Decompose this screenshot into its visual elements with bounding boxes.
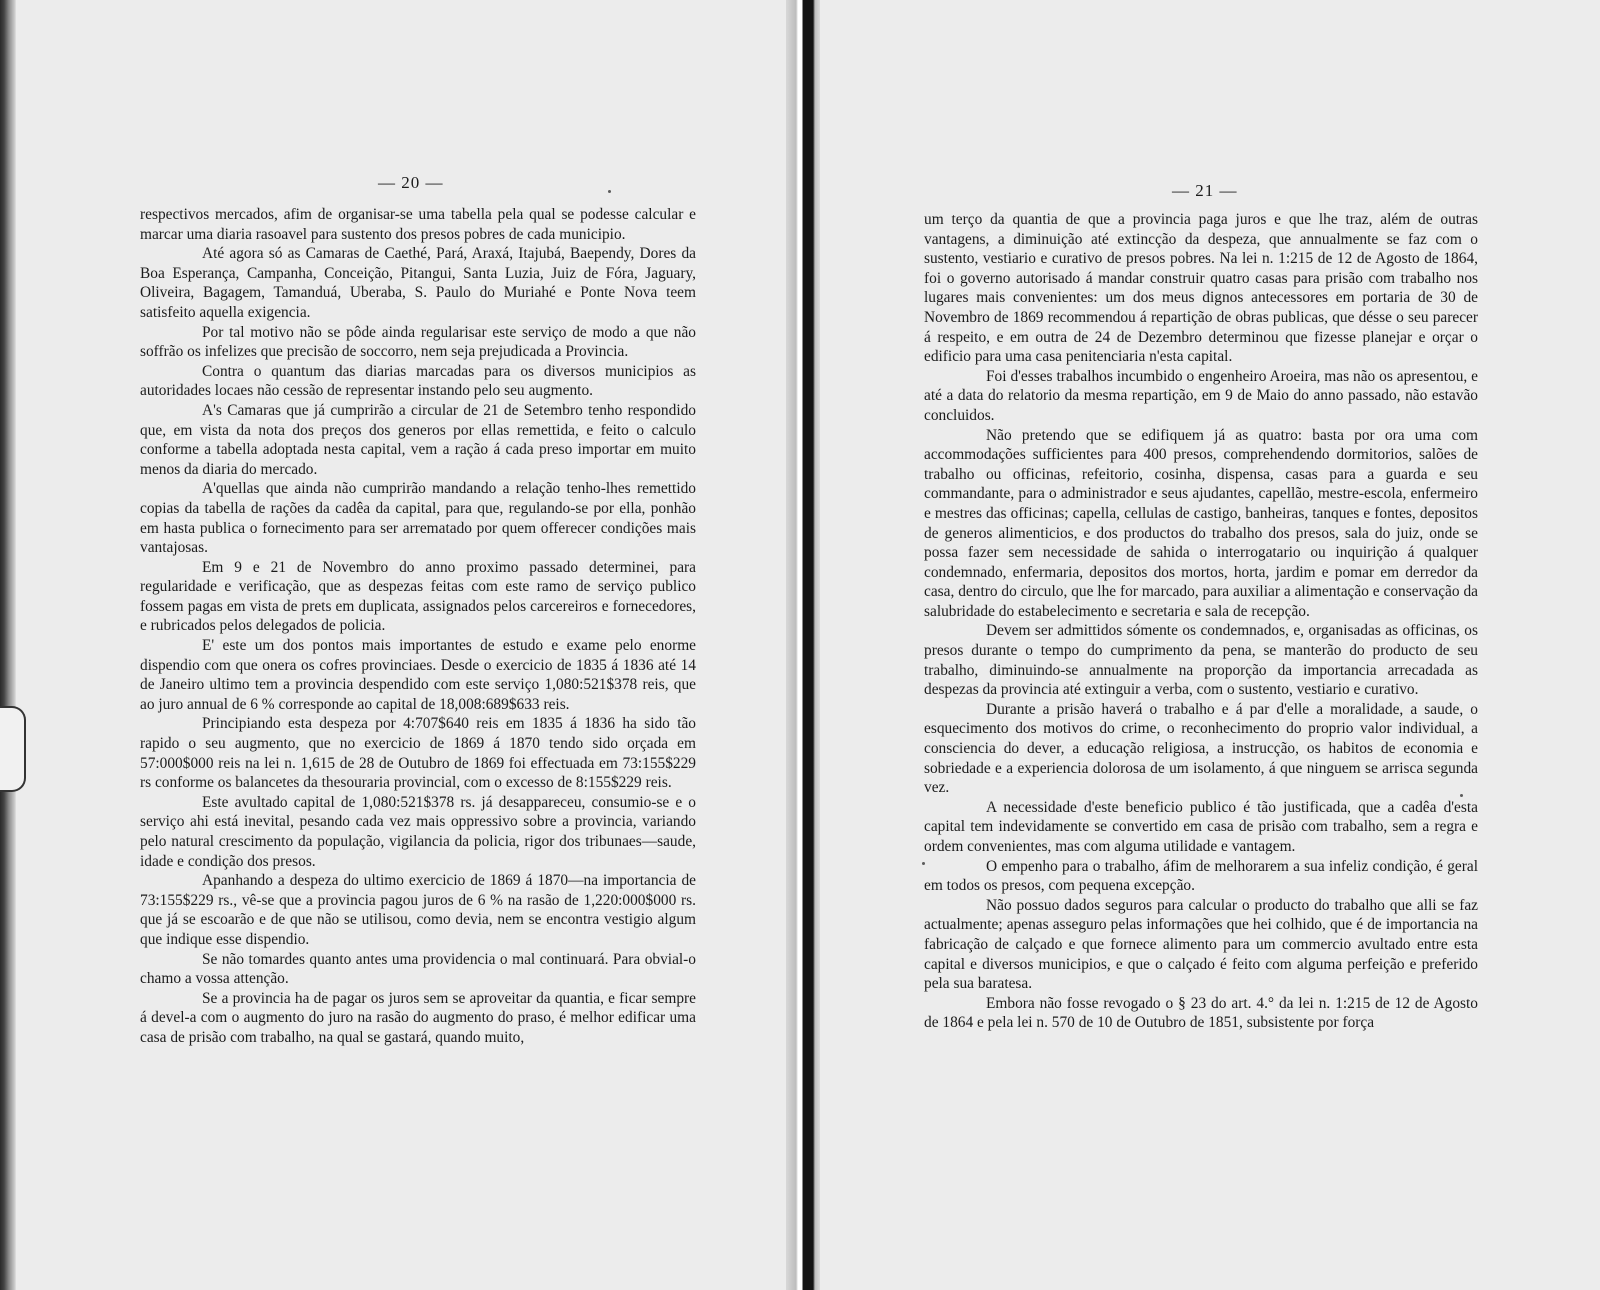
- right-paragraph-9: Embora não fosse revogado o § 23 do art. 4.° da lei n. 1:215 de 12 de Agosto de 1864 e pela lei n. 570 de 10 de Outubro de 1851, subsistente por força: [924, 994, 1478, 1032]
- right-paragraph-7: O empenho para o trabalho, áfim de melhorarem a sua infeliz condição, é geral em todos os presos, com pequena excepção.: [924, 857, 1478, 895]
- left-paragraph-10: Este avultado capital de 1,080:521$378 rs. já desappareceu, consumio-se e o serviço ahi está inevital, pesando cada vez mais oppressivo sobre a provincia, variando pelo natural crescimento da população, vigilancia da policia, rigor dos tribunaes—saude, idade e condição dos presos.: [140, 793, 696, 870]
- right-paragraph-1: um terço da quantia de que a provincia paga juros e que lhe traz, além de outras vantagens, a diminuição até extincção da despeza, que annualmente se faz com o sustento, vestiario e curativo de presos pobres. Na lei n. 1:215 de 12 de Agosto de 1864, foi o governo autorisado á mandar construir quatro casas para prisão com trabalho nos lugares mais convenientes: um dos meus dignos antecessores em portaria de 30 de Novembro de 1869 recommendou á repartição de obras publicas, que désse o seu parecer á respeito, e em outra de 24 de Dezembro determinou que fizesse planejar e orçar o edificio para uma casa penitenciaria n'esta capital.: [924, 211, 1478, 366]
- left-paragraph-1: respectivos mercados, afim de organisar-se uma tabella pela qual se podesse calcular e marcar uma diaria rasoavel para sustento dos presos pobres de cada municipio.: [140, 206, 696, 243]
- right-paragraph-4: Devem ser admittidos sómente os condemnados, e, organisadas as officinas, os presos durante o tempo do cumprimento da pena, se manterão do producto de seu trabalho, diminuindo-se annualmente na proporção da importancia arrecadada as despezas da provincia até extinguir a verba, com o sustento, vestiario e curativo.: [924, 622, 1478, 699]
- left-page: [16, 0, 786, 1290]
- ink-speck: [1460, 794, 1463, 797]
- right-paragraph-5: Durante a prisão haverá o trabalho e á par d'elle a moralidade, a saude, o esquecimento dos motivos do crime, o reconhecimento do proprio valor individual, a consciencia do dever, a educação religiosa, a instrucção, os habitos de economia e sobriedade e a experiencia dolorosa de um isolamento, á que ninguem se arrisca segunda vez.: [924, 700, 1478, 797]
- right-paragraph-8: Não possuo dados seguros para calcular o producto do trabalho que alli se faz actualmente; apenas asseguro pelas informações que hei colhido, que é de importancia na fabricação de calçado e que fornece alimento para um commercio avultado entre esta capital e diversos municipios, e que o calçado é feito com alguma perfeição e preferido pela sua baratesa.: [924, 896, 1478, 993]
- left-page-text: [140, 205, 696, 1048]
- left-paragraph-13: Se a provincia ha de pagar os juros sem se aproveitar da quantia, e ficar sempre á devel-a com o augmento do juro na rasão do augmento do praso, é melhor edificar uma casa de prisão com trabalho, na qual se gastará, quando muito,: [140, 989, 696, 1046]
- right-paragraph-6: A necessidade d'este beneficio publico é tão justificada, que a cadêa d'esta capital tem indevidamente se convertido em casa de prisão com trabalho, sem a regra e ordem convenientes, mas com alguma utilidade e vantagem.: [924, 798, 1478, 855]
- left-page-edge: [0, 0, 16, 1290]
- ink-speck: [922, 862, 925, 865]
- book-gutter: [786, 0, 820, 1290]
- left-paragraph-11: Apanhando a despeza do ultimo exercicio de 1869 á 1870—na importancia de 73:155$229 rs., vê-se que a provincia pagou juros de 6 % na rasão de 1,220:000$000 rs. que já se escoarão e de que não se utilisou, como devia, nem se encontra vestigio algum que indique esse dispendio.: [140, 872, 696, 948]
- left-page-number: — 20 —: [378, 173, 444, 192]
- left-paragraph-2: Até agora só as Camaras de Caethé, Pará, Araxá, Itajubá, Baependy, Dores da Boa Esperança, Campanha, Conceição, Pitangui, Santa Luzia, Juiz de Fóra, Jaguary, Oliveira, Bagagem, Tamanduá, Uberaba, S. Paulo do Muriahé e Ponte Nova teem satisfeito aquella exigencia.: [140, 245, 696, 321]
- left-paragraph-3: Por tal motivo não se pôde ainda regularisar este serviço de modo a que não soffrão os infelizes que precisão de soccorro, nem seja prejudicada a Provincia.: [140, 323, 696, 361]
- paper-tab: [0, 706, 26, 792]
- left-paragraph-7: Em 9 e 21 de Novembro do anno proximo passado determinei, para regularidade e verificação, que as despezas feitas com este ramo de serviço publico fossem pagas em vista de prets em duplicata, assignados pelos carcereiros e fornecedores, e rubricados pelos delegados de policia.: [140, 558, 696, 635]
- left-paragraph-9: Principiando esta despeza por 4:707$640 reis em 1835 á 1836 ha sido tão rapido o seu augmento, que no exercicio de 1869 á 1870 tendo sido orçada em 57:000$000 reis na lei n. 1,615 de 28 de Outubro de 1869 foi effectuada em 73:155$229 rs conforme os balancetes da thesouraria provincial, com o excesso de 8:155$229 reis.: [140, 715, 696, 792]
- left-paragraph-5: A's Camaras que já cumprirão a circular de 21 de Setembro tenho respondido que, em vista da nota dos preços dos generos por ellas remettida, e feito o calculo conforme a tabella adoptada nesta capital, vem a ração á cada preso importar em muito menos da diaria do mercado.: [140, 401, 696, 478]
- left-paragraph-4: Contra o quantum das diarias marcadas para os diversos municipios as autoridades locaes não cessão de representar instando pelo seu augmento.: [140, 362, 696, 400]
- left-paragraph-8: E' este um dos pontos mais importantes de estudo e exame pelo enorme dispendio com que onera os cofres provinciaes. Desde o exercicio de 1835 á 1836 até 14 de Janeiro ultimo tem a provincia despendido com este serviço 1,080:521$378 reis, que ao juro annual de 6 % corresponde ao capital de 18,008:689$633 reis.: [140, 637, 696, 713]
- right-paragraph-2: Foi d'esses trabalhos incumbido o engenheiro Aroeira, mas não os apresentou, e até a data do relatorio da mesma repartição, em 9 de Maio do anno passado, não estavão concluidos.: [924, 367, 1478, 424]
- right-paragraph-3: Não pretendo que se edifiquem já as quatro: basta por ora uma com accommodações sufficientes para 400 presos, comprehendendo dormitorios, salões de trabalho ou officinas, refeitorio, cosinha, dispensa, casas para a guarda e seu commandante, para o administrador e seus ajudantes, capellão, mestre-escola, enfermeiro e mestres das officinas; capella, cellulas de castigo, banheiras, tanques e fontes, depositos de generos alimenticios, e dos productos do trabalho dos presos, sala do juiz, onde se possa fazer sem necessidade de sahida o interrogatario ou inquirição á qualquer condemnado, enfermaria, depositos dos mortos, horta, jardim e pomar em derredor da casa, dentro do circulo, que lhe for marcado, para auxiliar a alimentação e conservação da salubridade do estabelecimento e secretaria e sala de recepção.: [924, 426, 1478, 620]
- right-page: [820, 0, 1600, 1290]
- left-paragraph-6: A'quellas que ainda não cumprirão mandando a relação tenho-lhes remettido copias da tabella de rações da cadêa da capital, para que, regulando-se por ella, ponhão em hasta publica o fornecimento para ser arrematado por quem offerecer condições mais vantajosas.: [140, 480, 696, 557]
- right-page-text: [924, 210, 1478, 1033]
- right-page-number: — 21 —: [1172, 181, 1238, 200]
- left-paragraph-12: Se não tomardes quanto antes uma providencia o mal continuará. Para obvial-o chamo a vossa attenção.: [140, 950, 696, 988]
- ink-speck: [608, 190, 611, 193]
